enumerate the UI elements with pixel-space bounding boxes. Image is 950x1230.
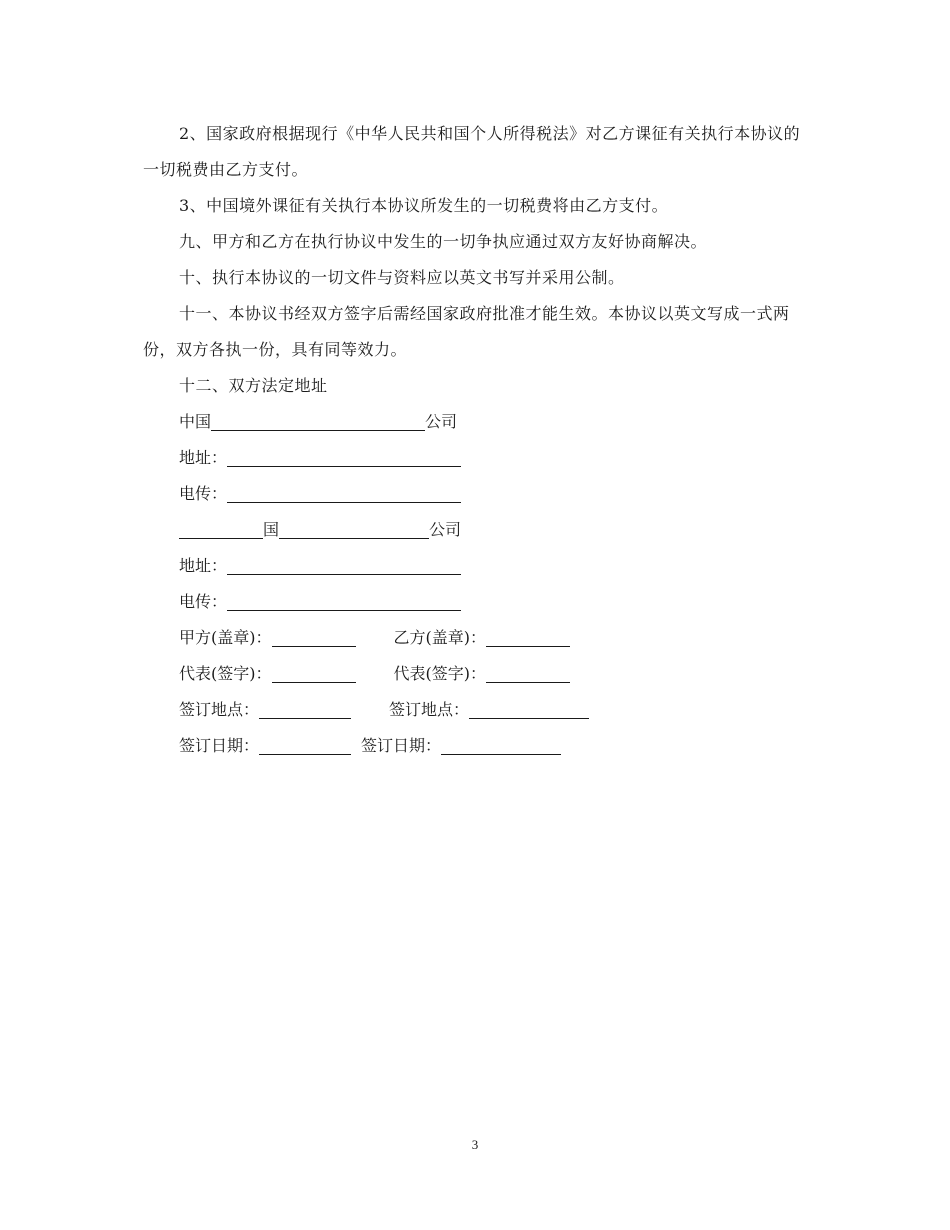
date-a-blank[interactable] — [259, 736, 351, 755]
foreign-company-suffix: 公司 — [429, 520, 462, 539]
foreign-fax-line — [143, 584, 808, 620]
clause-eleven-effect: 十一、本协议书经双方签字后需经国家政府批准才能生效。本协议以英文写成一式两份，双方各执一份，具有同等效力。 — [143, 304, 790, 359]
rep-b-sign-blank[interactable] — [486, 664, 570, 683]
place-b-blank[interactable] — [469, 700, 589, 719]
clause-tax-domestic: 2、国家政府根据现行《中华人民共和国个人所得税法》对乙方课征有关执行本协议的一切税费由乙方支付。 — [143, 124, 801, 179]
rep-a-sign-blank[interactable] — [272, 664, 356, 683]
foreign-fax-blank[interactable] — [227, 592, 461, 611]
party-a-seal-blank[interactable] — [272, 628, 356, 647]
china-company-suffix: 公司 — [425, 412, 458, 431]
foreign-address-blank[interactable] — [227, 556, 461, 575]
party-b-seal-label: 乙方(盖章)： — [393, 628, 486, 647]
date-b-blank[interactable] — [441, 736, 561, 755]
china-company-line — [143, 404, 808, 440]
china-address-line — [143, 440, 808, 476]
foreign-fax-label: 电传： — [179, 592, 228, 611]
seal-line — [143, 620, 808, 656]
china-fax-label: 电传： — [179, 484, 228, 503]
representative-line — [143, 656, 808, 692]
party-b-seal-blank[interactable] — [486, 628, 570, 647]
foreign-address-line — [143, 548, 808, 584]
china-fax-line — [143, 476, 808, 512]
foreign-company-line — [143, 512, 808, 548]
party-a-seal-label: 甲方(盖章)： — [179, 628, 272, 647]
china-address-label: 地址： — [179, 448, 228, 467]
date-a-label: 签订日期： — [179, 736, 260, 755]
date-b-label: 签订日期： — [361, 736, 442, 755]
foreign-country-blank[interactable] — [179, 520, 263, 539]
rep-b-sign-label: 代表(签字)： — [393, 664, 486, 683]
foreign-country-suffix: 国 — [263, 520, 280, 539]
page-number: 3 — [471, 1137, 479, 1152]
foreign-company-name-blank[interactable] — [279, 520, 429, 539]
place-b-label: 签订地点： — [389, 700, 470, 719]
signing-place-line — [143, 692, 808, 728]
place-a-blank[interactable] — [259, 700, 351, 719]
clause-nine-dispute: 九、甲方和乙方在执行协议中发生的一切争执应通过双方友好协商解决。 — [179, 232, 708, 251]
clause-ten-documents: 十、执行本协议的一切文件与资料应以英文书写并采用公制。 — [179, 268, 625, 287]
china-address-blank[interactable] — [227, 448, 461, 467]
china-fax-blank[interactable] — [227, 484, 461, 503]
clause-twelve-address-title: 十二、双方法定地址 — [179, 376, 328, 395]
china-company-prefix: 中国 — [179, 412, 212, 431]
china-company-name-blank[interactable] — [211, 412, 425, 431]
clause-tax-foreign: 3、中国境外课征有关执行本协议所发生的一切税费将由乙方支付。 — [179, 196, 669, 215]
signing-date-line — [143, 728, 808, 764]
document-body — [143, 116, 808, 764]
rep-a-sign-label: 代表(签字)： — [179, 664, 272, 683]
foreign-address-label: 地址： — [179, 556, 228, 575]
place-a-label: 签订地点： — [179, 700, 260, 719]
